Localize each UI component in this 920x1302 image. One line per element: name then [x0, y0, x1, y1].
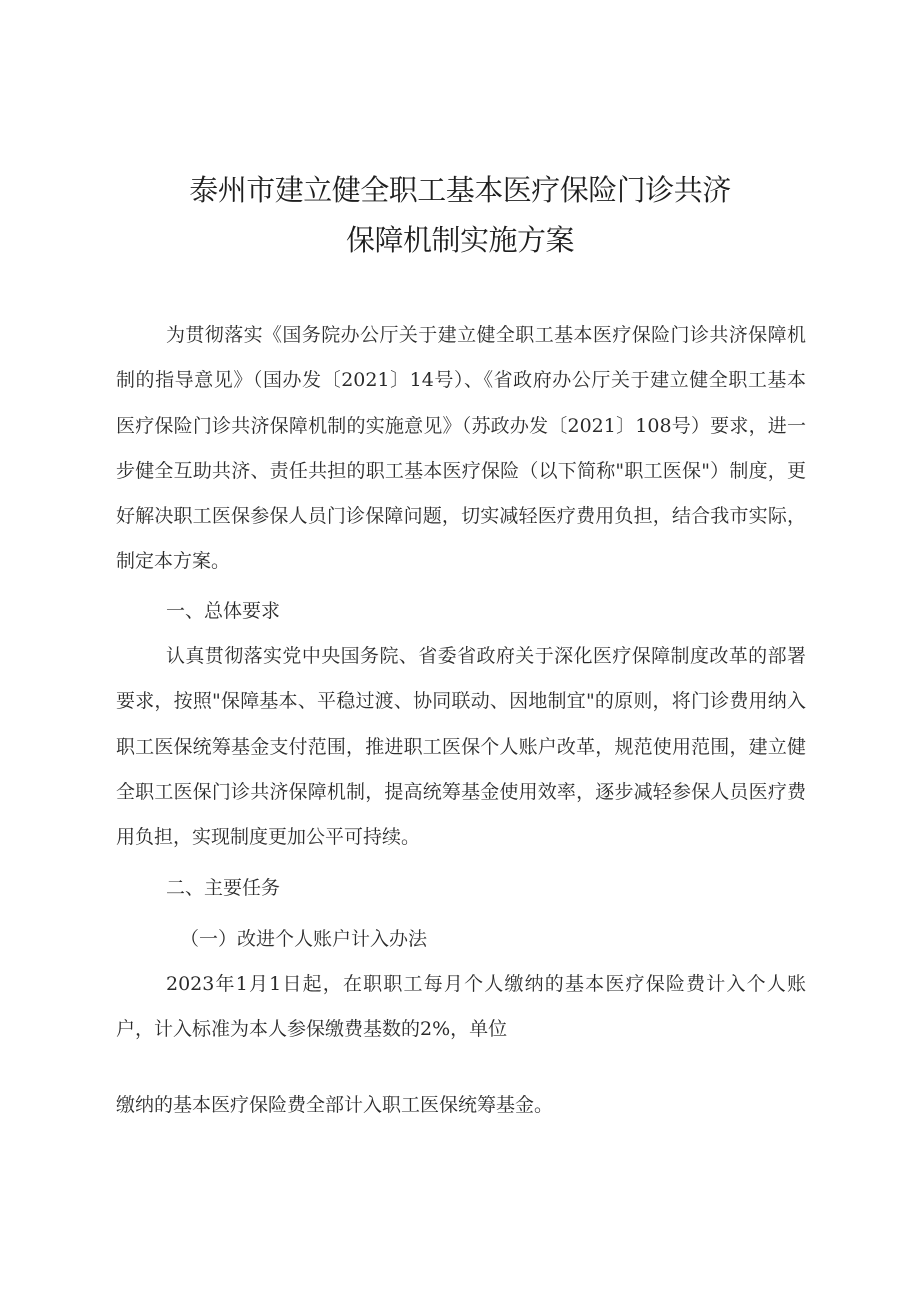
subsection1-paragraph-continued: 缴纳的基本医疗保险费全部计入职工医保统筹基金。 — [116, 1094, 554, 1116]
document-title-line1: 泰州市建立健全职工基本医疗保险门诊共济 — [189, 173, 731, 207]
section1-paragraph: 认真贯彻落实党中央国务院、省委省政府关于深化医疗保障制度改革的部署要求，按照"保障基本、平稳过渡、协同联动、因地制宜"的原则，将门诊费用纳入职工医保统筹基金支付范围，推进职工医保个人账户改革，规范使用范围，建立健全职工医保门诊共济保障机制，提高统筹基金使用效率，逐步减轻参保人员医疗费用负担，实现制度更加公平可持续。 — [116, 645, 806, 849]
subsection1-paragraph: 2023年1月1日起，在职职工每月个人缴纳的基本医疗保险费计入个人账户，计入标准为本人参保缴费基数的2%，单位 — [116, 973, 806, 1041]
section2-heading: 二、主要任务 — [166, 877, 281, 899]
section1-heading: 一、总体要求 — [166, 600, 281, 622]
subsection1-heading: （一）改进个人账户计入办法 — [180, 928, 428, 950]
document-title-line2: 保障机制实施方案 — [345, 223, 574, 257]
intro-paragraph: 为贯彻落实《国务院办公厅关于建立健全职工基本医疗保险门诊共济保障机制的指导意见》（国办发〔2021〕14号）、《省政府办公厅关于建立健全职工基本医疗保险门诊共济保障机制的实施意见》（苏政办发〔2021〕108号）要求，进一步健全互助共济、责任共担的职工基本医疗保险（以下简称"职工医保"）制度，更好解决职工医保参保人员门诊保障问题，切实减轻医疗费用负担，结合我市实际，制定本方案。 — [116, 324, 806, 573]
